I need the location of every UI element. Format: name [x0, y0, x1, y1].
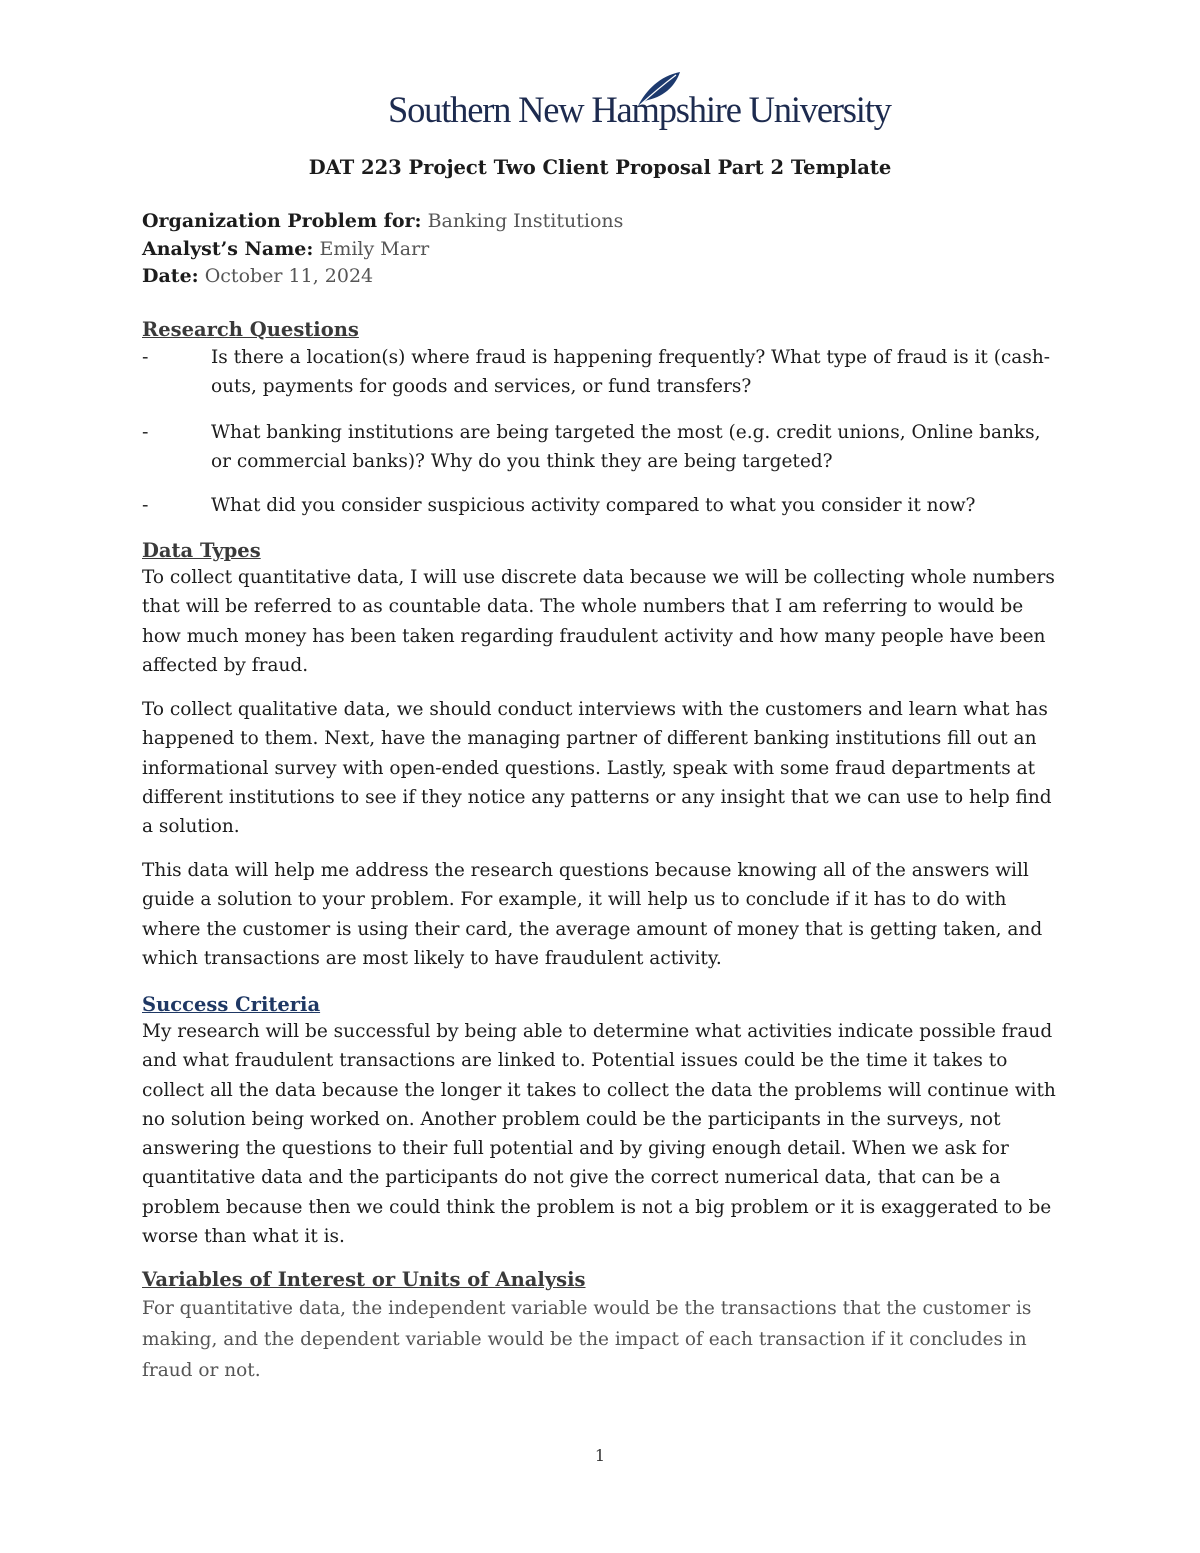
data-types-paragraph: To collect qualitative data, we should conduct interviews with the customers and learn what has happened to them. Next, have the managing partner of different banking institutions fill out an informational survey with open-ended questions. Lastly, speak with some fraud departments at different institutions to see if they notice any patterns or any insight that we can use to help find a solution. [142, 699, 1052, 838]
research-question: What banking institutions are being targeted the most (e.g. credit unions, Online banks, or commercial banks)? Why do you think they are being targeted? [211, 422, 1041, 472]
data-types-paragraph: This data will help me address the research questions because knowing all of the answers will guide a solution to your problem. For example, it will help us to conclude if it has to do with where the customer is using their card, the average amount of money that is getting taken, and which transactions are most likely to have fraudulent activity. [142, 860, 1043, 969]
organization-value: Banking Institutions [427, 210, 624, 232]
date-line [142, 265, 373, 287]
list-bullet: - [142, 494, 149, 516]
variables-paragraph: For quantitative data, the independent variable would be the transactions that the customer is making, and the dependent variable would be the impact of each transaction if it concludes in fraud or not. [142, 1298, 1032, 1381]
data-types-paragraph: To collect quantitative data, I will use discrete data because we will be collecting whole numbers that will be referred to as countable data. The whole numbers that I am referring to would be how much money has been taken regarding fraudulent activity and how many people have been affected by fraud. [142, 567, 1055, 676]
success-criteria-paragraph: My research will be successful by being able to determine what activities indicate possible fraud and what fraudulent transactions are linked to. Potential issues could be the time it takes to collect all the data because the longer it takes to collect the data the problems will continue with no solution being worked on. Another problem could be the participants in the surveys, not answering the questions to their full potential and by giving enough detail. When we ask for quantitative data and the participants do not give the correct numerical data, that can be a problem because then we could think the problem is not a big problem or it is exaggerated to be worse than what it is. [142, 1021, 1056, 1248]
success-criteria-heading: Success Criteria [142, 993, 321, 1016]
variables-heading: Variables of Interest or Units of Analysis [142, 1268, 586, 1291]
analyst-label: Analyst’s Name: [142, 238, 314, 260]
research-question: Is there a location(s) where fraud is happening frequently? What type of fraud is it (cash-outs, payments for goods and services, or fund transfers? [211, 347, 1050, 397]
page-number: 1 [594, 1446, 606, 1465]
date-label: Date: [142, 265, 199, 287]
logo-text: Southern New Hampshire University [388, 89, 891, 130]
university-logo [388, 70, 891, 140]
data-types-heading: Data Types [142, 539, 261, 562]
organization-line [142, 210, 623, 232]
research-questions-heading: Research Questions [142, 318, 359, 341]
date-value: October 11, 2024 [204, 265, 374, 287]
organization-label: Organization Problem for: [142, 210, 422, 232]
analyst-line [142, 238, 429, 260]
document-title: DAT 223 Project Two Client Proposal Part 2 Template [308, 156, 892, 179]
analyst-value: Emily Marr [319, 238, 430, 260]
list-bullet: - [142, 421, 149, 443]
list-bullet: - [142, 346, 149, 368]
research-question: What did you consider suspicious activity compared to what you consider it now? [211, 495, 976, 516]
